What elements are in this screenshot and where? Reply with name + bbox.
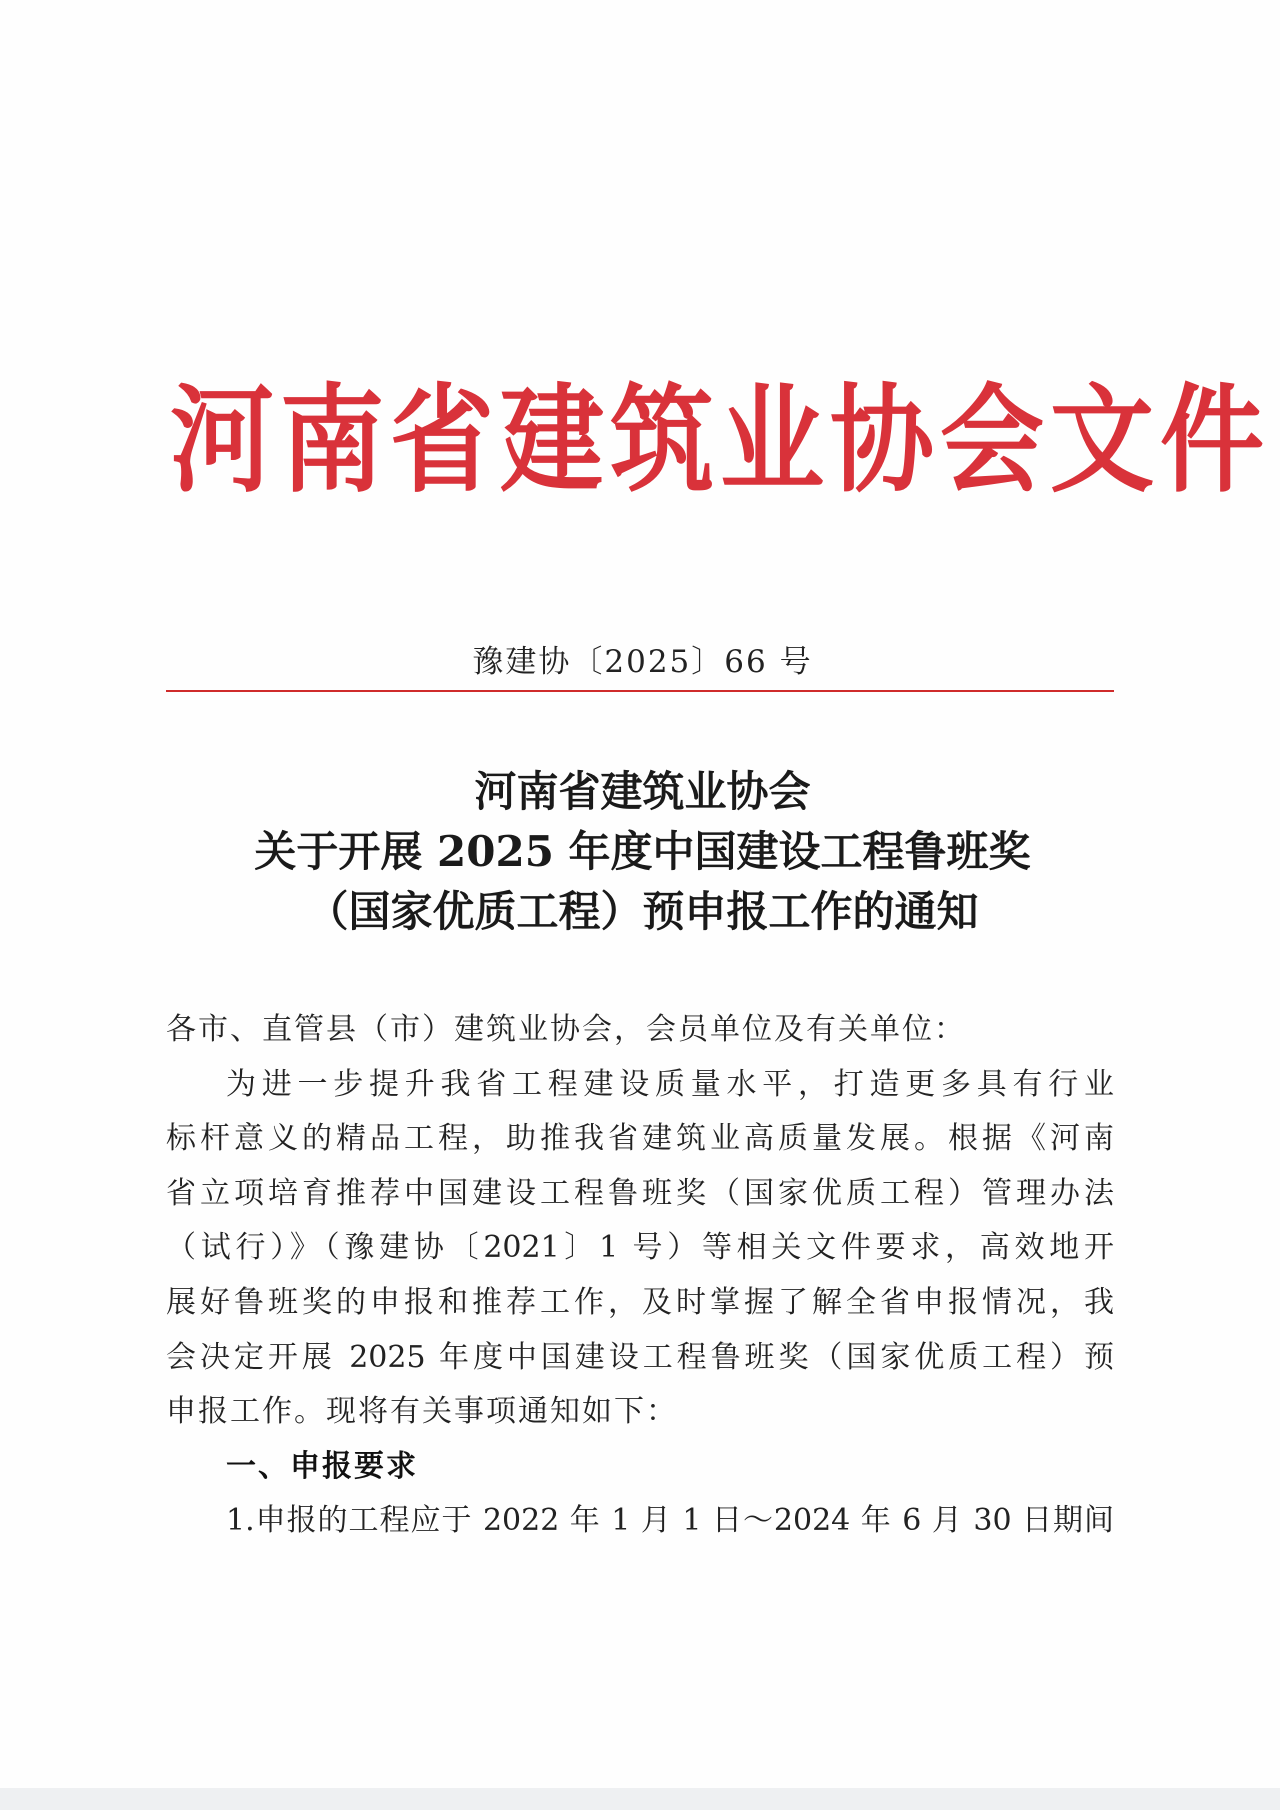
red-divider-line [166,690,1114,692]
document-number: 豫建协〔2025〕66 号 [472,644,813,680]
salutation: 各市、直管县（市）建筑业协会，会员单位及有关单位： [166,1012,966,1047]
body-text [166,1003,1114,1549]
paragraph-line: 标杆意义的精品工程，助推我省建筑业高质量发展。根据《河南 [166,1121,1114,1157]
notice-title-line: 关于开展 2025 年度中国建设工程鲁班奖 [254,827,1031,876]
header-title: 河南省建筑业协会文件 [170,370,1271,509]
paragraph-line: 省立项培育推荐中国建设工程鲁班奖（国家优质工程）管理办法 [166,1175,1114,1211]
paragraph-line: （试行）》（豫建协〔2021〕1 号）等相关文件要求，高效地开 [166,1230,1114,1266]
list-item: 1.申报的工程应于 2022 年 1 月 1 日～2024 年 6 月 30 日期间 [226,1503,1114,1539]
notice-title-line: （国家优质工程）预申报工作的通知 [306,887,979,936]
paragraph-line: 展好鲁班奖的申报和推荐工作，及时掌握了解全省申报情况，我 [166,1284,1114,1320]
notice-title-line: 河南省建筑业协会 [474,767,811,816]
notice-title [160,762,1125,942]
section-heading: 一、申报要求 [226,1448,418,1484]
paragraph-line: 申报工作。现将有关事项通知如下： [166,1394,678,1430]
paragraph-line: 会决定开展 2025 年度中国建设工程鲁班奖（国家优质工程）预 [166,1339,1114,1375]
scan-edge-strip [0,1788,1280,1810]
paragraph-line: 为进一步提升我省工程建设质量水平，打造更多具有行业 [226,1066,1114,1102]
